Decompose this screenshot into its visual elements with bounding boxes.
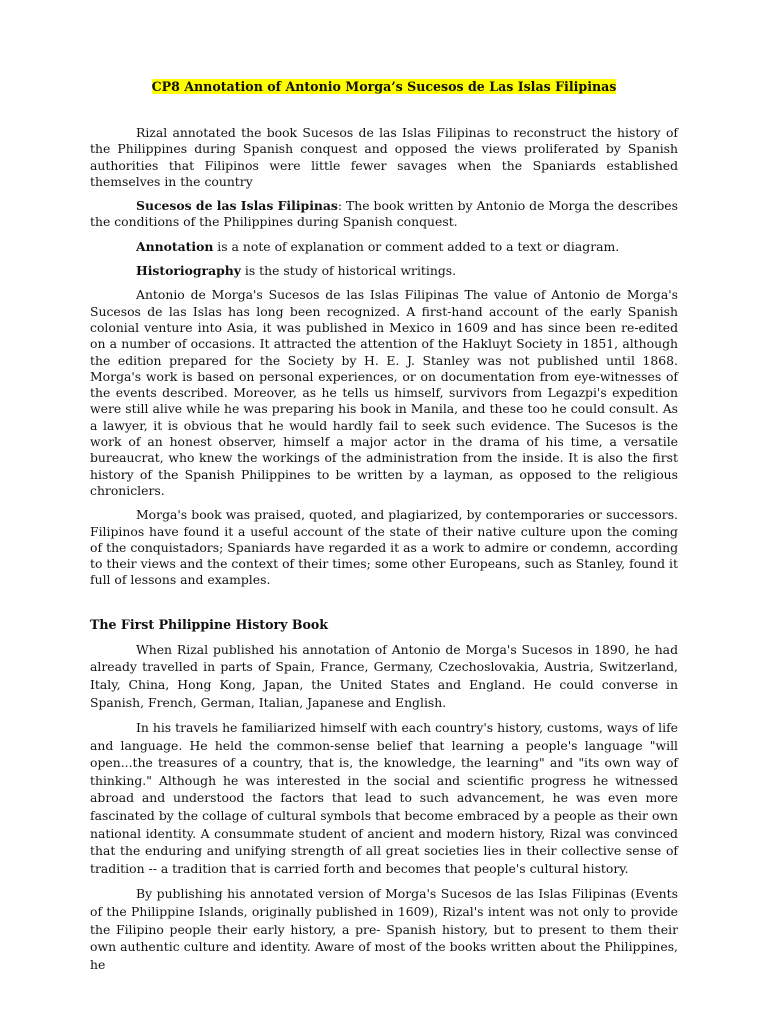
definition-annotation (90, 239, 678, 255)
definition-term: Annotation (136, 238, 214, 254)
title-block (90, 76, 678, 95)
paragraph-value-of-morga: Antonio de Morga's Sucesos de las Islas Filipinas The value of Antonio de Morga's Sucesos de las Islas has long been recognized. A first-hand account of the early Spanish colonial venture into Asia, it was published in Mexico in 1609 and has since been re-edited on a number of occasions. It attracted the attention of the Hakluyt Society in 1851, although the edition prepared for the Society by H. E. J. Stanley was not published until 1868. Morga's work is based on personal experiences, or on documentation from eye-witnesses of the events described. Moreover, as he tells us himself, survivors from Legazpi's expedition were still alive while he was preparing his book in Manila, and these too he could consult. As a lawyer, it is obvious that he would hardly fail to seek such evidence. The Sucesos is the work of an honest observer, himself a major actor in the drama of his time, a versatile bureaucrat, who knew the workings of the administration from the inside. It is also the first history of the Spanish Philippines to be written by a layman, as opposed to the religious chroniclers. (90, 287, 678, 498)
section-paragraph-1: When Rizal published his annotation of Antonio de Morga's Sucesos in 1890, he had already travelled in parts of Spain, France, Germany, Czechoslovakia, Austria, Switzerland, Italy, China, Hong Kong, Japan, the United States and England. He could converse in Spanish, French, German, Italian, Japanese and English. (90, 641, 678, 710)
section-paragraph-2: In his travels he familiarized himself with each country's history, customs, ways of life and language. He held the common-sense belief that learning a people's language "will open...the treasures of a country, that is, the knowledge, the learning" and "its own way of thinking." Although he was interested in the social and scientific progress he witnessed abroad and understood the factors that lead to such advancement, he was even more fascinated by the collage of cultural symbols that become embraced by a people as their own national identity. A consummate student of ancient and modern history, Rizal was convinced that the enduring and unifying strength of all great societies lies in their collective sense of tradition -- a tradition that is carried forth and becomes that people's cultural history. (90, 720, 678, 876)
section-heading: The First Philippine History Book (90, 616, 329, 632)
section-paragraph-3: By publishing his annotated version of Morga's Sucesos de las Islas Filipinas (Events of the Philippine Islands, originally published in 1609), Rizal's intent was not only to provide the Filipino people their early history, a pre- Spanish history, but to present to them their own authentic culture and identity. Aware of most of the books written about the Philippines, he (90, 886, 678, 972)
definition-term: Sucesos de las Islas Filipinas (136, 198, 338, 214)
definition-text: is the study of historical writings. (240, 263, 457, 279)
paragraph-praised: Morga's book was praised, quoted, and plagiarized, by contemporaries or successors. Filipinos have found it a useful account of the state of their native culture upon the coming of the conquistadors; Spaniards have regarded it as a work to admire or condemn, according to their views and the context of their times; some other Europeans, such as Stanley, found it full of lessons and examples. (90, 507, 678, 588)
definition-text: : The book written by Antonio de Morga the describes the conditions of the Philippines during Spanish conquest. (90, 198, 678, 230)
definition-text: is a note of explanation or comment added to a text or diagram. (213, 238, 620, 254)
document-title: CP8 Annotation of Antonio Morga’s Sucesos de Las Islas Filipinas (151, 79, 617, 94)
intro-paragraph: Rizal annotated the book Sucesos de las Islas Filipinas to reconstruct the history of the Philippines during Spanish conquest and opposed the views proliferated by Spanish authorities that Filipinos were little fewer savages when the Spaniards established themselves in the country (90, 125, 678, 189)
definition-sucesos (90, 198, 678, 231)
definition-term: Historiography (136, 263, 241, 279)
definition-historiography (90, 263, 678, 279)
